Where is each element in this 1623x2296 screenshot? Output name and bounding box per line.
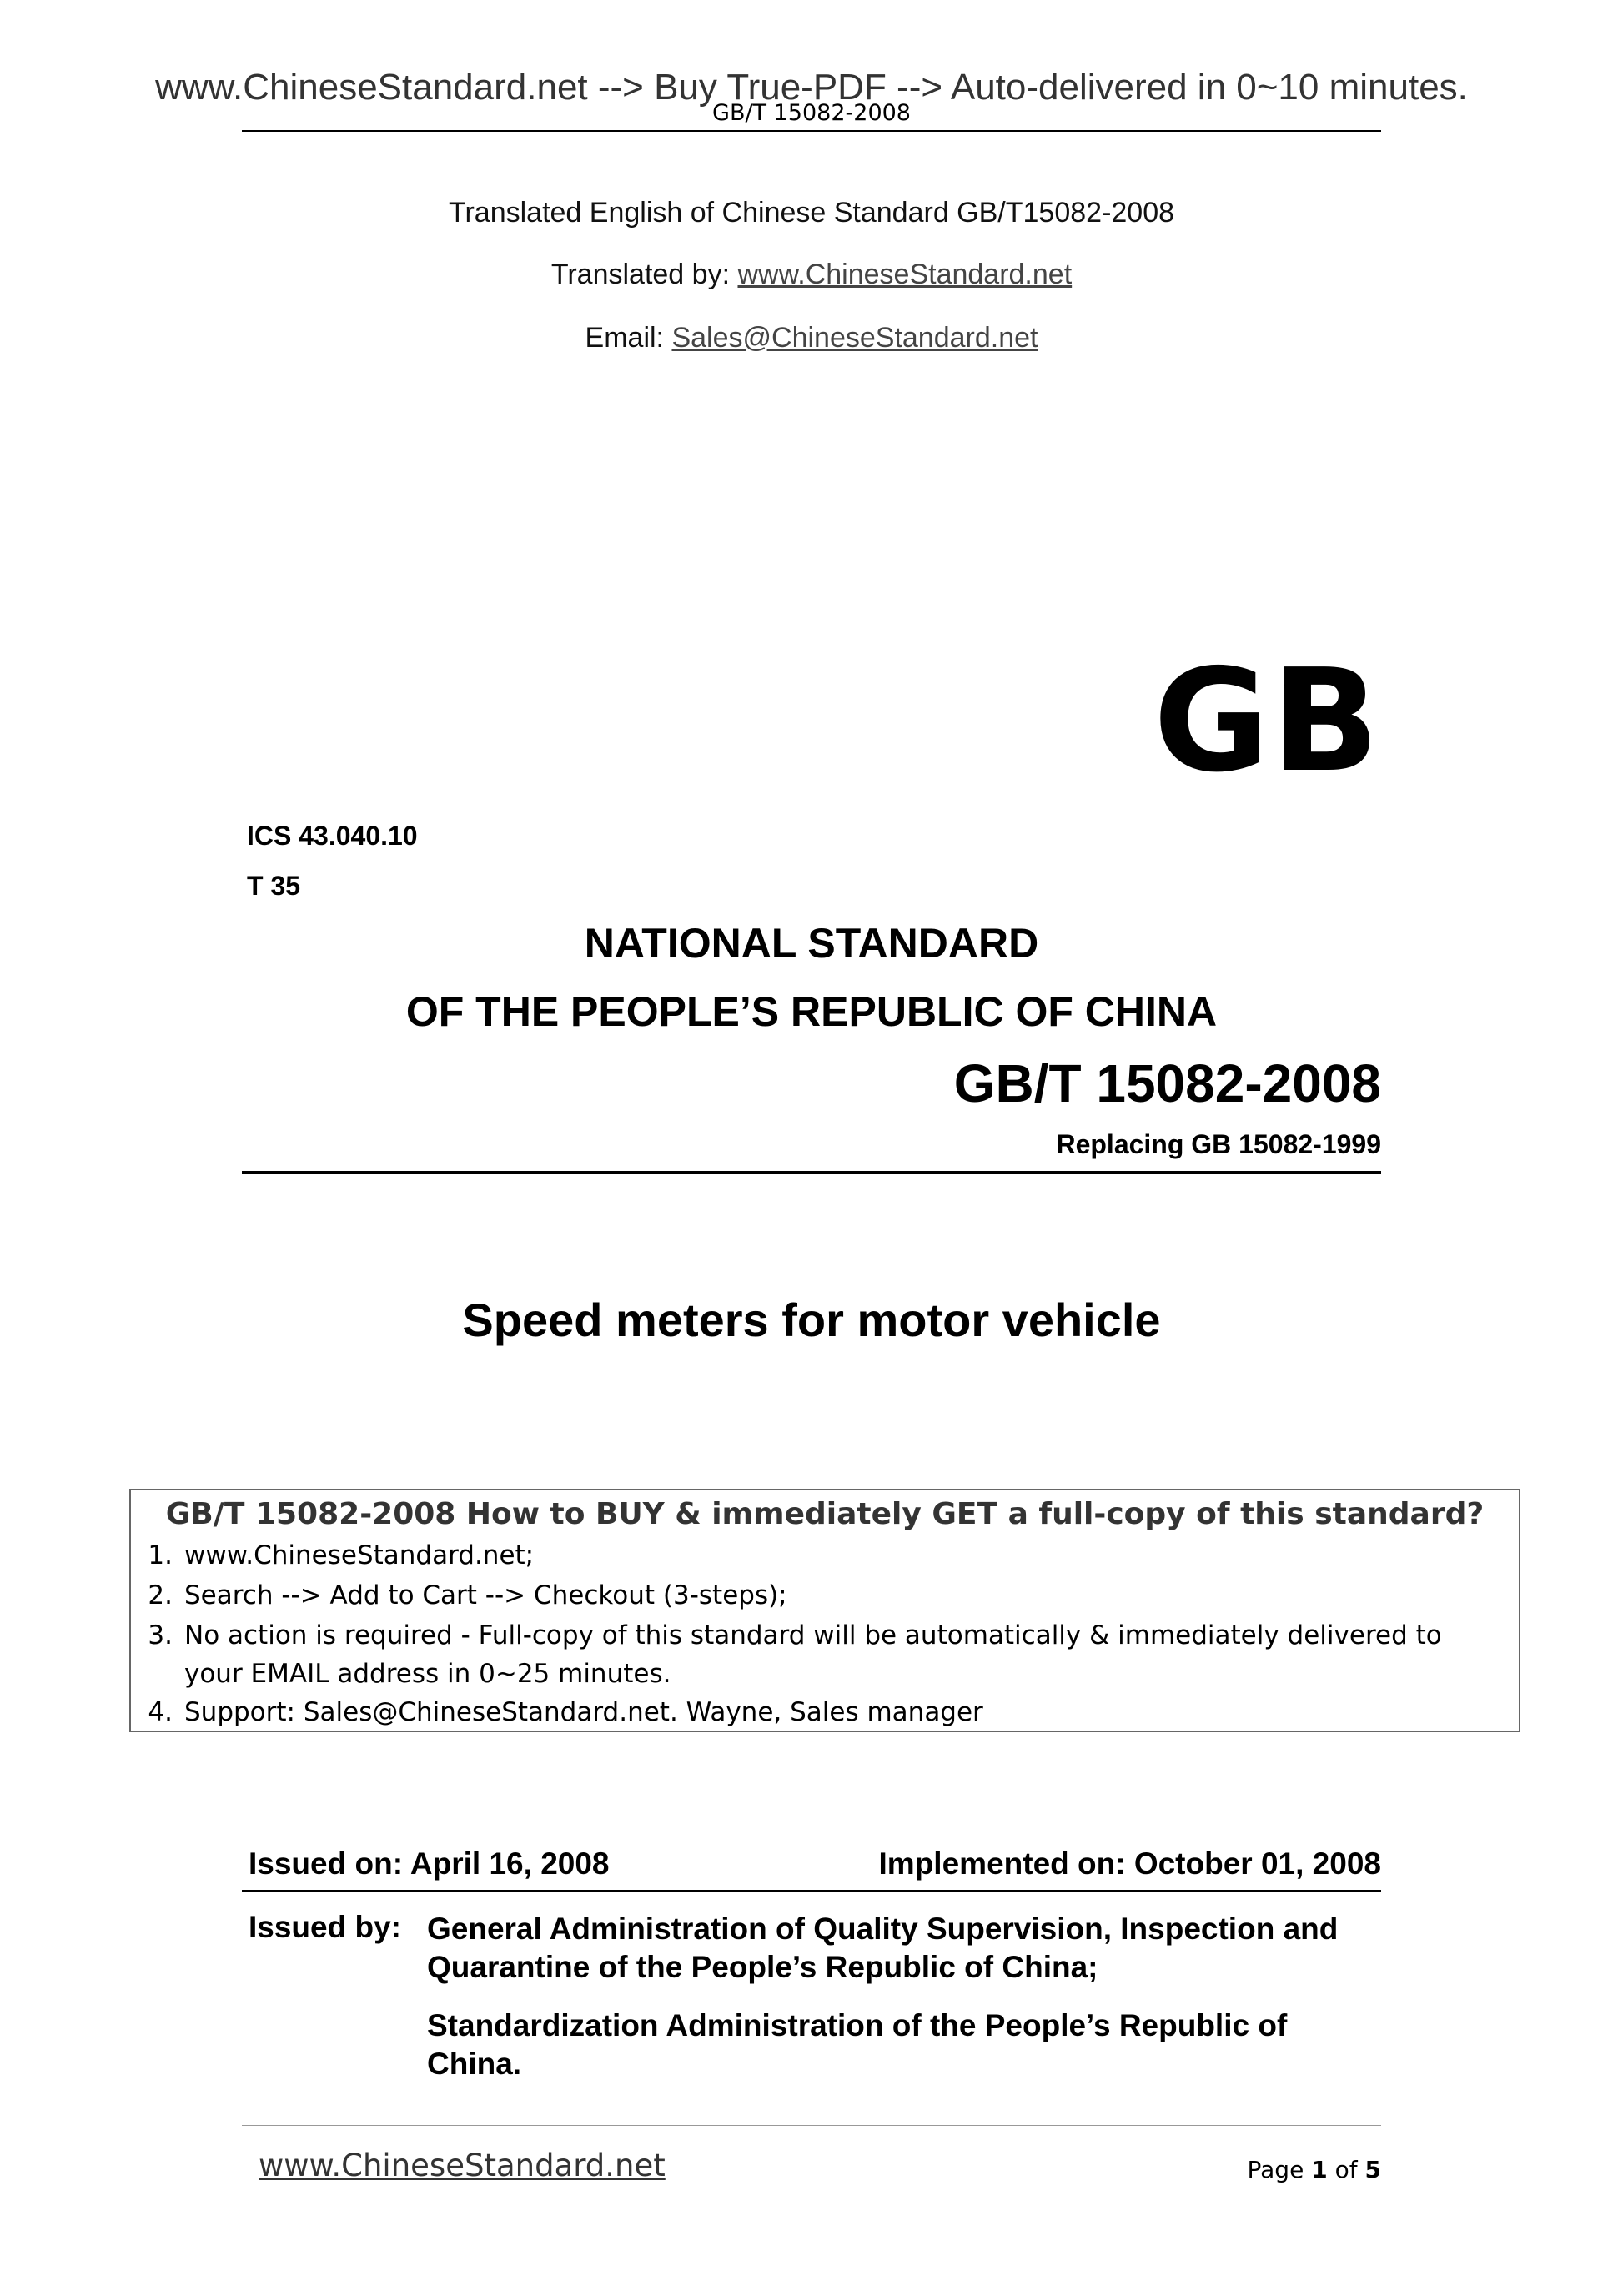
translation-title: Translated English of Chinese Standard GB/T15082-2008 bbox=[448, 197, 1175, 229]
page-indicator bbox=[1248, 2156, 1381, 2183]
translated-by-line bbox=[0, 259, 1623, 291]
list-item-text: Search --> Add to Cart --> Checkout (3-steps); bbox=[184, 1580, 787, 1610]
standard-number: GB/T 15082-2008 bbox=[953, 1053, 1381, 1113]
list-item-number: 2. bbox=[148, 1580, 173, 1610]
header-divider bbox=[242, 130, 1381, 132]
translator-link[interactable]: www.ChineseStandard.net bbox=[737, 259, 1073, 290]
list-item-text: No action is required - Full-copy of this standard will be automatically & immediately delivered to bbox=[184, 1620, 1442, 1650]
list-item-number: 3. bbox=[148, 1620, 173, 1650]
email-line bbox=[0, 322, 1623, 354]
issued-divider bbox=[242, 1890, 1381, 1892]
list-item bbox=[131, 1620, 1442, 1650]
implemented-on-date: Implemented on: October 01, 2008 bbox=[878, 1846, 1381, 1881]
ics-code: ICS 43.040.10 bbox=[247, 821, 418, 851]
gb-logo-mark: GB bbox=[1153, 639, 1381, 804]
list-item-text[interactable]: www.ChineseStandard.net; bbox=[184, 1540, 535, 1570]
issued-by-label: Issued by: bbox=[249, 1910, 401, 1944]
list-item-continuation bbox=[131, 1659, 671, 1689]
issued-on-date: Issued on: April 16, 2008 bbox=[249, 1846, 610, 1881]
document-title: Speed meters for motor vehicle bbox=[462, 1294, 1161, 1346]
list-item-number: 1. bbox=[148, 1540, 173, 1570]
page-label: Page bbox=[1247, 2156, 1304, 2183]
purchase-box-title: GB/T 15082-2008 How to BUY & immediately GET a full-copy of this standard? bbox=[165, 1497, 1485, 1531]
header-standard-code: GB/T 15082-2008 bbox=[712, 100, 911, 126]
translated-by-label: Translated by: bbox=[550, 259, 738, 290]
title-divider bbox=[242, 1171, 1381, 1174]
page-total: 5 bbox=[1364, 2156, 1381, 2183]
list-item bbox=[131, 1540, 534, 1570]
email-link[interactable]: Sales@ChineseStandard.net bbox=[671, 322, 1038, 354]
list-item-text: your EMAIL address in 0~25 minutes. bbox=[184, 1659, 671, 1689]
page-current: 1 bbox=[1311, 2156, 1328, 2183]
top-banner: www.ChineseStandard.net --> Buy True-PDF --> Auto-delivered in 0~10 minutes. bbox=[155, 67, 1468, 108]
national-standard-heading: NATIONAL STANDARD bbox=[584, 920, 1039, 967]
list-item-text: Support: Sales@ChineseStandard.net. Wayne, Sales manager bbox=[184, 1697, 983, 1727]
list-item bbox=[131, 1697, 983, 1727]
replacing-note: Replacing GB 15082-1999 bbox=[1056, 1129, 1381, 1159]
email-label: Email: bbox=[585, 322, 672, 354]
page-of-label: of bbox=[1334, 2156, 1358, 2183]
republic-heading: OF THE PEOPLE’S REPUBLIC OF CHINA bbox=[405, 988, 1218, 1035]
purchase-info-box bbox=[129, 1489, 1520, 1732]
list-item-number: 4. bbox=[148, 1697, 173, 1727]
issuing-organization-2: Standardization Administration of the People’s Republic of China. bbox=[427, 2008, 1288, 2082]
issuing-organization-1: General Administration of Quality Supervision, Inspection and Quarantine of the People’s Republic of China; bbox=[427, 1912, 1339, 1985]
footer-divider bbox=[242, 2125, 1381, 2126]
list-item bbox=[131, 1580, 787, 1610]
ccs-code: T 35 bbox=[247, 871, 301, 901]
footer-website-link[interactable]: www.ChineseStandard.net bbox=[259, 2148, 666, 2183]
